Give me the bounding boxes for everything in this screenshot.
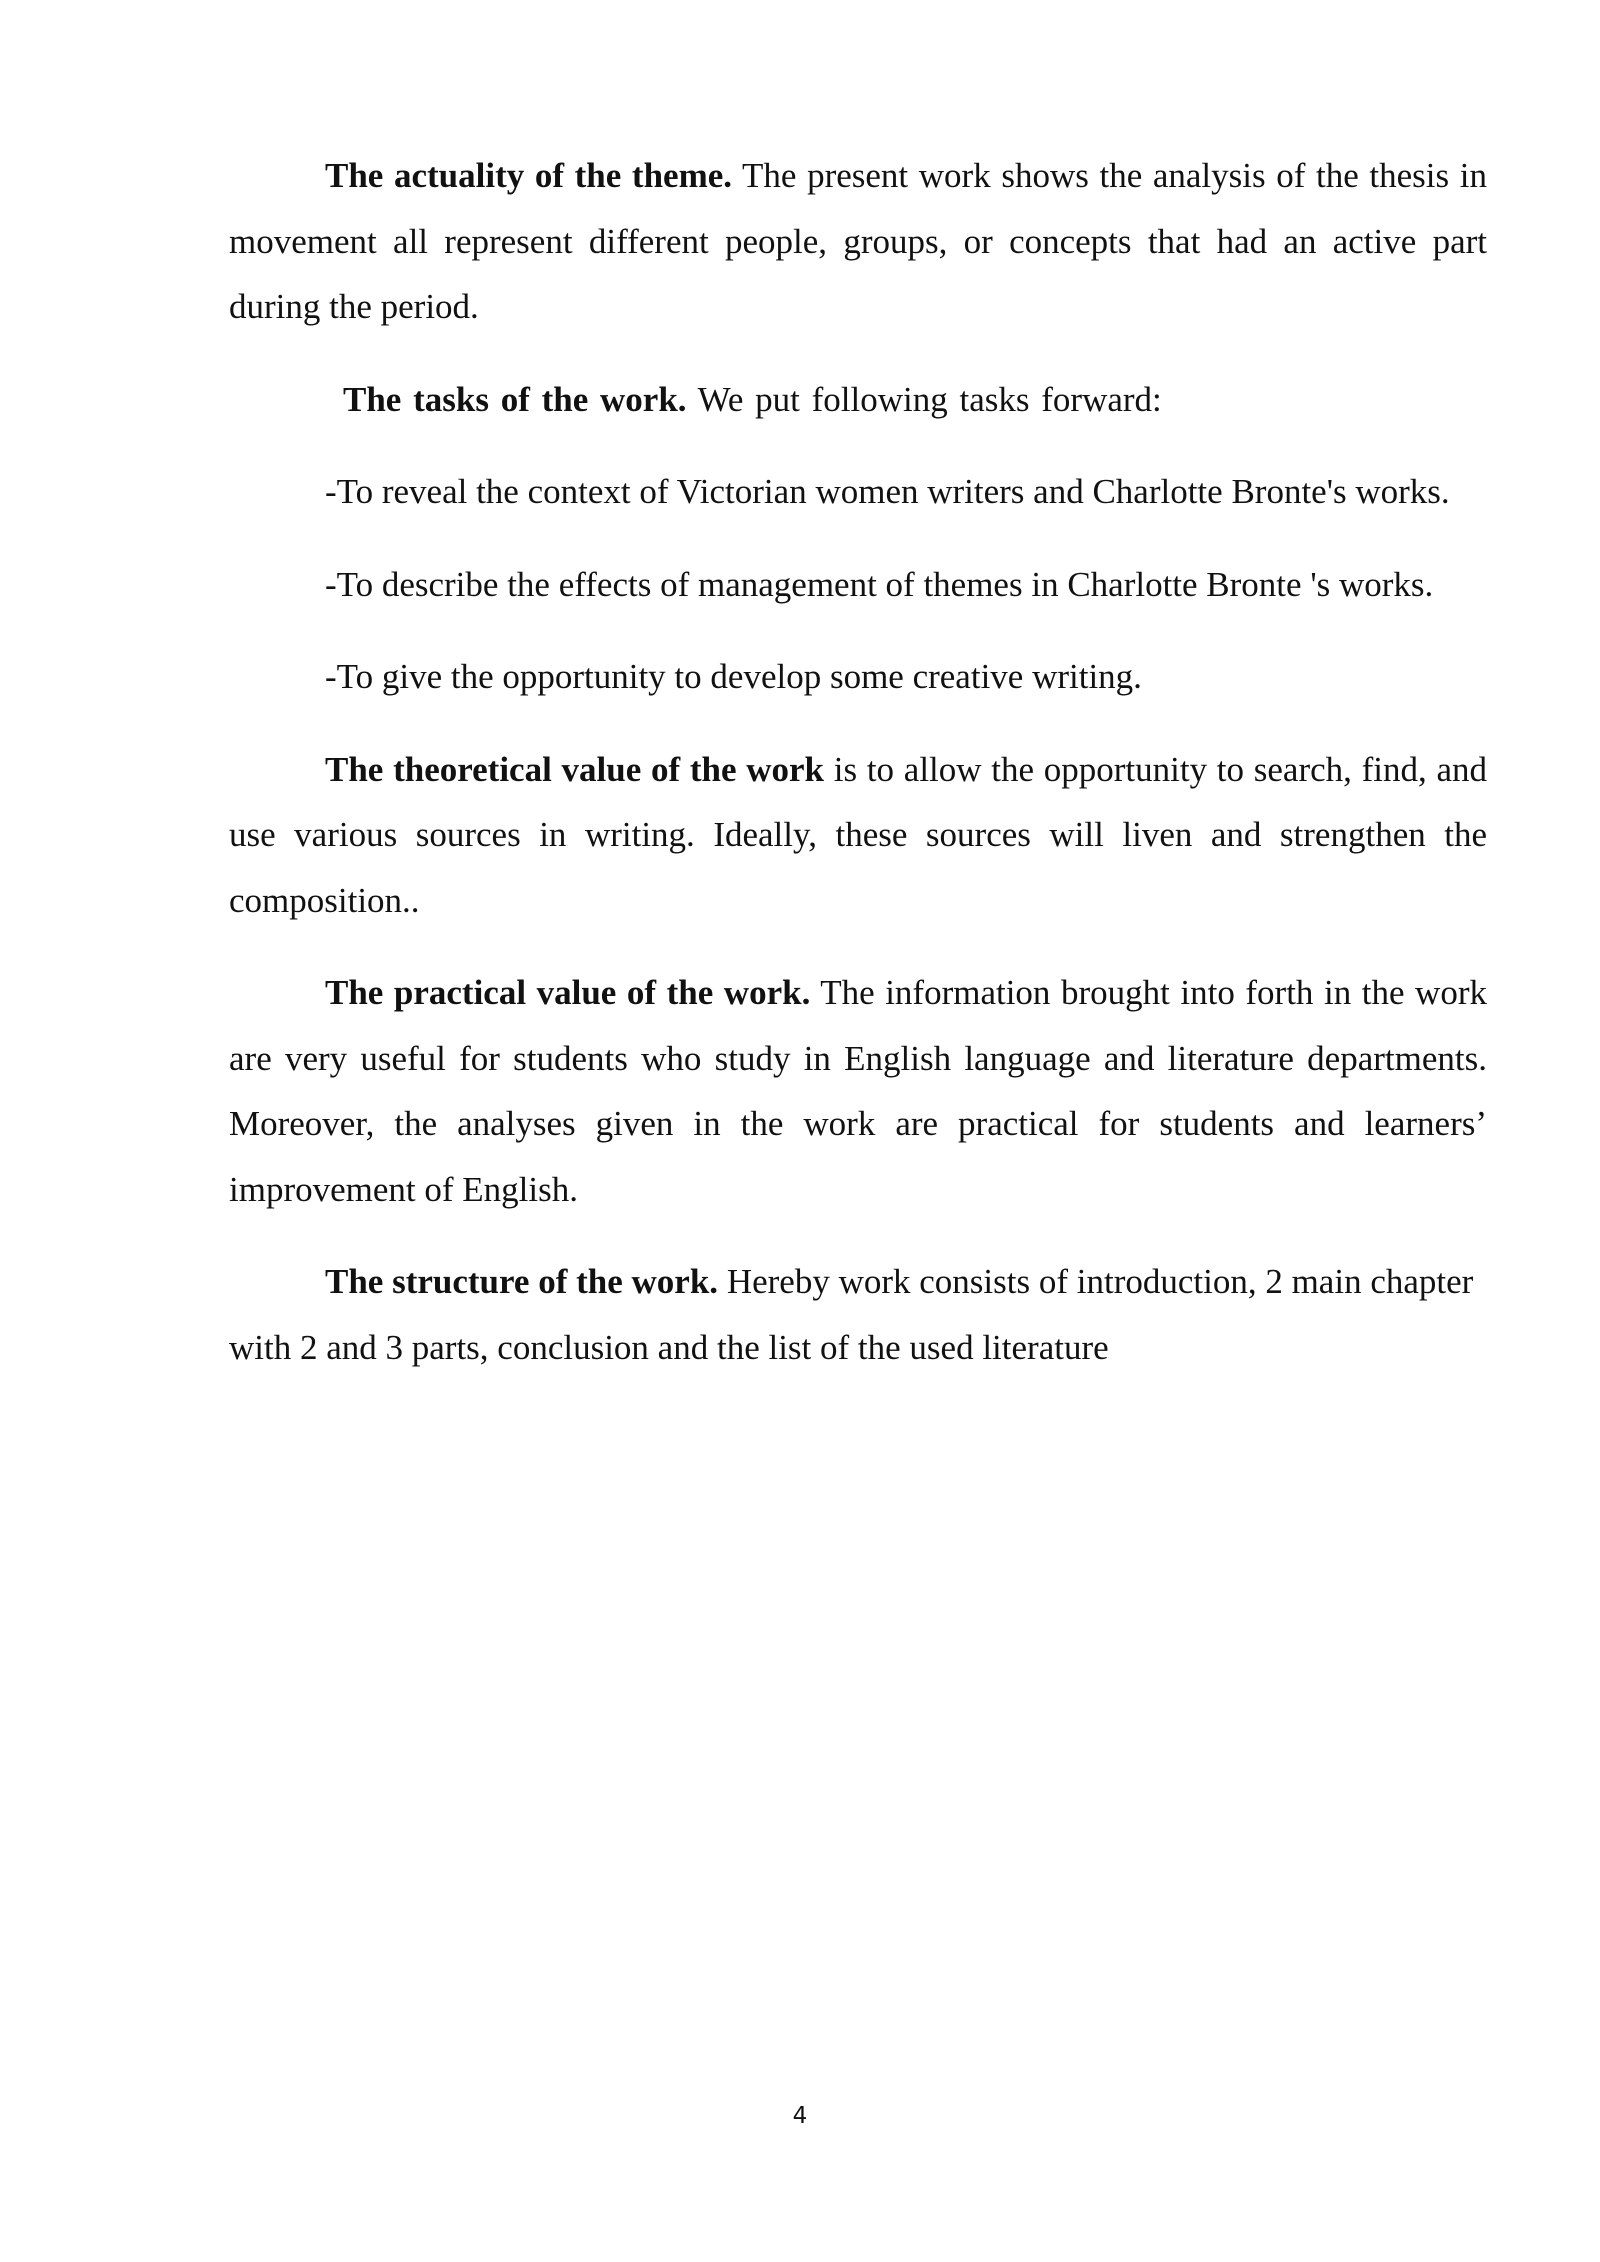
paragraph-actuality <box>229 143 1487 340</box>
paragraph-text: The information brought into forth in the work are very useful for students who study in English language and literature departments. Moreover, the analyses given in the work are practical for students and learners’ improvement of English. <box>229 973 1487 1209</box>
page-body <box>229 143 1487 1407</box>
paragraph-lead: The practical value of the work. <box>325 973 811 1012</box>
paragraph-tasks <box>229 367 1487 433</box>
paragraph-lead: The structure of the work. <box>325 1262 719 1301</box>
paragraph-text: The present work shows the analysis of the thesis in movement all represent different people, groups, or concepts that had an active part during the period. <box>229 156 1487 326</box>
paragraph-lead: The tasks of the work. <box>343 379 687 419</box>
paragraph-lead: The actuality of the theme. <box>325 156 733 195</box>
paragraph-theoretical-value <box>229 737 1487 934</box>
paragraph-text: Hereby work consists of introduction, 2 main chapter with 2 and 3 parts, conclusion and the list of the used literature <box>229 1262 1474 1367</box>
paragraph-practical-value <box>229 960 1487 1222</box>
paragraph-text: We put following tasks forward: <box>686 379 1162 419</box>
task-item: -To describe the effects of management of themes in Charlotte Bronte 's works. <box>325 564 1434 604</box>
paragraph-text: is to allow the opportunity to search, find, and use various sources in writing. Ideally, these sources will liven and strengthen the composition.. <box>229 749 1488 920</box>
page-number: 4 <box>792 2103 808 2129</box>
task-item: -To give the opportunity to develop some creative writing. <box>325 657 1142 696</box>
task-item: -To reveal the context of Victorian women writers and Charlotte Bronte's works. <box>325 472 1450 511</box>
paragraph-lead: The theoretical value of the work <box>325 749 825 789</box>
paragraph-structure <box>229 1249 1487 1380</box>
